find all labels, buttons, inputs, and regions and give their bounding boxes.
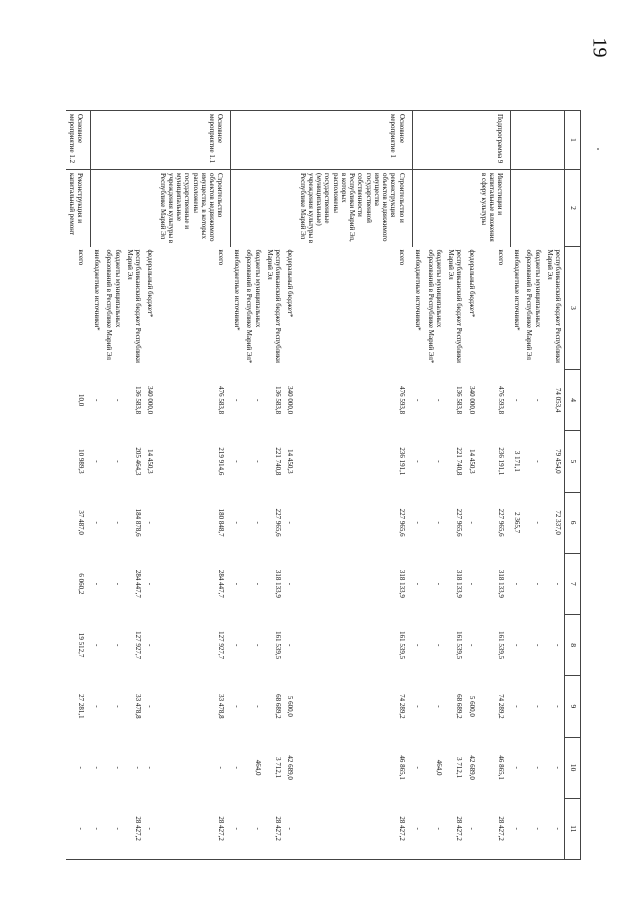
cell-description xyxy=(243,170,264,247)
cell-value: - xyxy=(113,766,122,769)
header-cell: 7 xyxy=(565,553,581,614)
cell-value: - xyxy=(414,705,423,708)
cell-value: - xyxy=(533,643,542,647)
cell-value: - xyxy=(414,398,423,402)
cell-value: 127 927,7 xyxy=(134,631,143,660)
table-row xyxy=(445,111,466,860)
cell-value: - xyxy=(554,643,563,647)
cell-value: - xyxy=(253,643,262,647)
cell-value: 180 848,7 xyxy=(216,508,225,537)
cell-value: 227 965,6 xyxy=(274,508,283,537)
cell-value: - xyxy=(144,798,156,859)
cell-value: 3 712,1 xyxy=(274,757,283,779)
table-body xyxy=(66,111,565,860)
cell-value: - xyxy=(554,705,563,708)
cell-value: - xyxy=(93,643,102,647)
cell-value: - xyxy=(513,398,522,402)
cell-value: 27 281,1 xyxy=(76,694,85,719)
cell-program-name xyxy=(511,111,523,170)
cell-value: 227 965,6 xyxy=(496,508,505,537)
cell-value: - xyxy=(414,521,423,524)
cell-value: - xyxy=(93,521,102,524)
cell-value: 68 689,2 xyxy=(274,694,283,719)
cell-value: - xyxy=(113,521,122,524)
cell-value: 161 539,5 xyxy=(274,631,283,660)
cell-value: - xyxy=(233,460,242,463)
cell-program-name xyxy=(124,111,145,170)
cell-value: 46 865,1 xyxy=(398,755,407,780)
cell-value: 28 427,2 xyxy=(296,798,412,859)
cell-description xyxy=(523,170,544,247)
cell-funding-source: внебюджетные источники* xyxy=(513,249,522,331)
cell-funding-source: бюджеты муниципальных образований в Республике Марий Эл xyxy=(525,249,542,360)
cell-value: 3 171,1 xyxy=(513,450,522,472)
table-row xyxy=(424,111,445,860)
table-row xyxy=(544,111,565,860)
cell-value: 219 914,6 xyxy=(216,447,225,476)
cell-description: Строительство объектов недвижимого имущества, в которых расположены государственные и муниципальные учреждения культуры в Республике Марий Эл xyxy=(156,170,231,247)
cell-value: 5 600,0 xyxy=(467,695,476,717)
table-row xyxy=(144,111,156,860)
cell-value: - xyxy=(146,705,155,708)
cell-description xyxy=(284,170,296,247)
cell-value: - xyxy=(233,398,242,402)
cell-program-name: Основное мероприятие 1 xyxy=(296,111,412,170)
cell-value: - xyxy=(233,643,242,647)
cell-description xyxy=(412,170,424,247)
cell-value: 74 289,2 xyxy=(496,694,505,719)
cell-funding-source: внебюджетные источники* xyxy=(233,249,242,331)
cell-description xyxy=(511,170,523,247)
cell-value: - xyxy=(253,521,262,524)
cell-funding-source: всего xyxy=(398,249,407,266)
cell-description xyxy=(465,170,477,247)
cell-program-name xyxy=(231,111,243,170)
cell-value: - xyxy=(467,643,476,647)
cell-value: 236 191,1 xyxy=(398,447,407,476)
cell-value: 318 133,9 xyxy=(455,569,464,598)
cell-value: 37 487,0 xyxy=(76,510,85,535)
table-row xyxy=(66,111,91,860)
cell-value: - xyxy=(533,705,542,708)
cell-value: - xyxy=(533,398,542,402)
header-cell: 11 xyxy=(565,798,581,859)
cell-value: - xyxy=(544,798,565,859)
cell-value: 10,0 xyxy=(76,394,85,407)
cell-program-name xyxy=(103,111,124,170)
cell-description xyxy=(544,170,565,247)
scan-dot xyxy=(597,148,599,150)
cell-value: 161 539,5 xyxy=(455,631,464,660)
cell-program-name: Подпрограмма 9 xyxy=(478,111,511,170)
cell-value: - xyxy=(533,766,542,769)
cell-program-name xyxy=(264,111,285,170)
table-row xyxy=(231,111,243,860)
header-cell: 4 xyxy=(565,370,581,431)
cell-value: - xyxy=(286,582,295,586)
cell-program-name: Основное мероприятие 1.1 xyxy=(156,111,231,170)
cell-value: - xyxy=(66,798,91,859)
cell-program-name xyxy=(243,111,264,170)
cell-value: 28 427,2 xyxy=(478,798,511,859)
table-row xyxy=(478,111,511,860)
cell-description xyxy=(445,170,466,247)
cell-value: - xyxy=(233,766,242,769)
cell-value: - xyxy=(533,460,542,463)
cell-value: - xyxy=(253,582,262,586)
header-cell: 10 xyxy=(565,737,581,798)
cell-funding-source: всего xyxy=(216,249,225,266)
header-cell: 2 xyxy=(565,170,581,247)
cell-value: - xyxy=(93,460,102,463)
cell-value: 14 450,3 xyxy=(286,449,295,474)
cell-value: 476 593,8 xyxy=(496,386,505,415)
cell-description: Инвестиции и капитальные вложения в сферу культуры xyxy=(478,170,511,247)
table-row xyxy=(103,111,124,860)
cell-value: - xyxy=(76,766,85,769)
cell-value: 184 878,6 xyxy=(134,508,143,537)
cell-value: - xyxy=(216,766,225,769)
cell-description xyxy=(264,170,285,247)
cell-value: 2 365,7 xyxy=(513,512,522,534)
cell-value: 318 133,9 xyxy=(274,569,283,598)
cell-value: 236 191,1 xyxy=(496,447,505,476)
cell-funding-source: бюджеты муниципальных образований в Республике Марий Эл xyxy=(105,249,122,360)
cell-program-name xyxy=(465,111,477,170)
header-cell: 6 xyxy=(565,492,581,553)
cell-value: - xyxy=(513,705,522,708)
cell-value: - xyxy=(286,643,295,647)
cell-value: 284 447,7 xyxy=(134,569,143,598)
cell-value: - xyxy=(434,398,443,402)
cell-value: 221 740,8 xyxy=(274,447,283,476)
header-cell: 8 xyxy=(565,615,581,676)
cell-value: 136 583,8 xyxy=(274,386,283,415)
cell-description: Реконструкция и капитальный ремонт xyxy=(66,170,91,247)
cell-value: 42 689,0 xyxy=(467,755,476,780)
header-cell: 5 xyxy=(565,431,581,492)
cell-description xyxy=(144,170,156,247)
cell-value: - xyxy=(93,582,102,586)
cell-value: - xyxy=(113,705,122,708)
table-row xyxy=(284,111,296,860)
cell-funding-source: всего xyxy=(496,249,505,266)
cell-value: 72 337,0 xyxy=(554,510,563,535)
cell-value: 205 464,3 xyxy=(134,447,143,476)
cell-program-name xyxy=(523,111,544,170)
cell-value: 74 289,2 xyxy=(398,694,407,719)
cell-value: 6 060,2 xyxy=(76,573,85,595)
cell-value: 19 512,7 xyxy=(76,632,85,658)
cell-value: - xyxy=(146,766,155,769)
cell-value: - xyxy=(243,798,264,859)
cell-value: 5 600,0 xyxy=(286,695,295,717)
cell-funding-source: республиканский бюджет Республики Марий Эл xyxy=(545,249,563,363)
cell-value: 227 965,6 xyxy=(398,508,407,537)
cell-program-name: Основное мероприятие 1.2 xyxy=(66,111,91,170)
cell-value: 79 454,0 xyxy=(554,449,563,474)
cell-program-name xyxy=(445,111,466,170)
header-cell: 3 xyxy=(565,247,581,370)
cell-value: - xyxy=(286,521,295,524)
cell-value: 74 053,4 xyxy=(554,387,563,413)
table-row xyxy=(296,111,412,860)
cell-value: - xyxy=(434,521,443,524)
cell-value: - xyxy=(434,705,443,708)
cell-funding-source: федеральный бюджет* xyxy=(286,249,295,318)
cell-value: - xyxy=(146,521,155,524)
cell-program-name xyxy=(412,111,424,170)
cell-value: - xyxy=(513,643,522,647)
cell-funding-source: внебюджетные источники* xyxy=(93,249,102,331)
cell-funding-source: бюджеты муниципальных образований в Республике Марий Эл* xyxy=(426,249,443,364)
cell-value: - xyxy=(233,705,242,708)
cell-program-name xyxy=(284,111,296,170)
cell-value: - xyxy=(467,582,476,586)
cell-value: - xyxy=(533,582,542,586)
cell-value: - xyxy=(523,798,544,859)
cell-value: - xyxy=(513,766,522,769)
cell-value: - xyxy=(414,643,423,647)
cell-value: - xyxy=(467,521,476,524)
cell-value: 476 583,8 xyxy=(216,386,225,415)
cell-value: 161 539,5 xyxy=(496,631,505,660)
cell-value: 14 450,3 xyxy=(467,449,476,474)
header-cell: 9 xyxy=(565,676,581,737)
table-row xyxy=(523,111,544,860)
cell-value: - xyxy=(231,798,243,859)
cell-program-name xyxy=(424,111,445,170)
cell-value: - xyxy=(113,460,122,463)
cell-value: - xyxy=(434,643,443,647)
cell-value: 318 133,9 xyxy=(398,569,407,598)
cell-value: - xyxy=(253,705,262,708)
cell-value: - xyxy=(233,582,242,586)
cell-value: - xyxy=(93,766,102,769)
cell-funding-source: внебюджетные источники* xyxy=(414,249,423,331)
cell-value: - xyxy=(414,766,423,769)
header-row xyxy=(565,111,581,860)
cell-value: - xyxy=(424,798,445,859)
cell-value: - xyxy=(434,460,443,463)
cell-value: - xyxy=(533,521,542,524)
rotated-table-container xyxy=(68,110,581,860)
cell-value: - xyxy=(412,798,424,859)
cell-value: 33 478,8 xyxy=(216,694,225,719)
cell-value: - xyxy=(103,798,124,859)
header-cell: 1 xyxy=(565,111,581,170)
cell-value: - xyxy=(91,798,103,859)
cell-value: 14 450,3 xyxy=(146,449,155,474)
cell-value: - xyxy=(146,643,155,647)
cell-description: Строительство и реконструкция объектов недвижимого имущества государственной собственности Республики Марий Эл, в которых расположены государственные (муниципальные) учреждения культуры в Республике Марий Эл xyxy=(296,170,412,247)
cell-value: 340 000,0 xyxy=(286,386,295,415)
cell-value: - xyxy=(465,798,477,859)
table-row xyxy=(124,111,145,860)
cell-value: - xyxy=(146,582,155,586)
table-row xyxy=(412,111,424,860)
cell-value: 161 539,5 xyxy=(398,631,407,660)
cell-funding-source: бюджеты муниципальных образований в Республике Марий Эл* xyxy=(245,249,262,364)
cell-value: 10 989,3 xyxy=(76,449,85,474)
cell-value: 221 740,8 xyxy=(455,447,464,476)
cell-value: - xyxy=(284,798,296,859)
cell-value: - xyxy=(513,582,522,586)
cell-value: 136 583,8 xyxy=(455,386,464,415)
cell-funding-source: федеральный бюджет* xyxy=(467,249,476,318)
cell-description xyxy=(124,170,145,247)
cell-value: 28 427,2 xyxy=(445,798,466,859)
table-row xyxy=(156,111,231,860)
cell-value: - xyxy=(414,582,423,586)
cell-description xyxy=(424,170,445,247)
cell-program-name xyxy=(91,111,103,170)
cell-value: - xyxy=(511,798,523,859)
cell-value: 227 965,6 xyxy=(455,508,464,537)
table-row xyxy=(243,111,264,860)
cell-funding-source: республиканский бюджет Республики Марий Эл xyxy=(447,249,464,363)
cell-value: 464,0 xyxy=(253,759,262,776)
table-row xyxy=(264,111,285,860)
cell-value: 46 865,1 xyxy=(496,755,505,780)
cell-value: - xyxy=(93,398,102,402)
cell-value: - xyxy=(434,582,443,586)
budget-table xyxy=(66,110,581,860)
cell-value: 476 593,8 xyxy=(398,386,407,415)
cell-value: 42 689,0 xyxy=(286,755,295,780)
cell-value: - xyxy=(253,460,262,463)
cell-description xyxy=(91,170,103,247)
cell-value: - xyxy=(554,766,563,769)
cell-value: 136 583,8 xyxy=(134,386,143,415)
cell-value: 3 712,1 xyxy=(455,757,464,779)
cell-value: - xyxy=(113,398,122,402)
table-row xyxy=(511,111,523,860)
cell-value: - xyxy=(253,398,262,402)
cell-funding-source: республиканский бюджет Республики Марий Эл xyxy=(125,249,143,363)
cell-program-name xyxy=(144,111,156,170)
cell-description xyxy=(231,170,243,247)
cell-funding-source: всего xyxy=(76,249,85,266)
cell-value: 28 427,2 xyxy=(264,798,285,859)
cell-value: - xyxy=(414,460,423,463)
cell-value: - xyxy=(134,766,143,769)
cell-value: 28 427,2 xyxy=(124,798,145,859)
table-row xyxy=(91,111,103,860)
cell-value: 68 689,2 xyxy=(455,694,464,719)
cell-value: - xyxy=(233,521,242,524)
cell-value: - xyxy=(93,705,102,708)
cell-value: - xyxy=(113,643,122,647)
cell-value: 464,0 xyxy=(434,759,443,776)
cell-funding-source: республиканский бюджет Республики Марий Эл xyxy=(265,249,283,363)
cell-value: 284 447,7 xyxy=(216,569,225,598)
cell-value: 340 000,0 xyxy=(146,386,155,415)
cell-funding-source: федеральный бюджет* xyxy=(146,249,155,318)
cell-value: - xyxy=(113,582,122,586)
cell-value: 127 927,7 xyxy=(216,631,225,660)
cell-value: 33 478,8 xyxy=(134,694,143,719)
cell-value: 318 133,9 xyxy=(496,569,505,598)
page-number: 19 xyxy=(588,37,611,58)
cell-description xyxy=(103,170,124,247)
cell-value: 28 427,2 xyxy=(156,798,231,859)
cell-value: - xyxy=(554,582,563,586)
cell-value: 340 000,0 xyxy=(467,386,476,415)
cell-program-name xyxy=(544,111,565,170)
table-row xyxy=(465,111,477,860)
